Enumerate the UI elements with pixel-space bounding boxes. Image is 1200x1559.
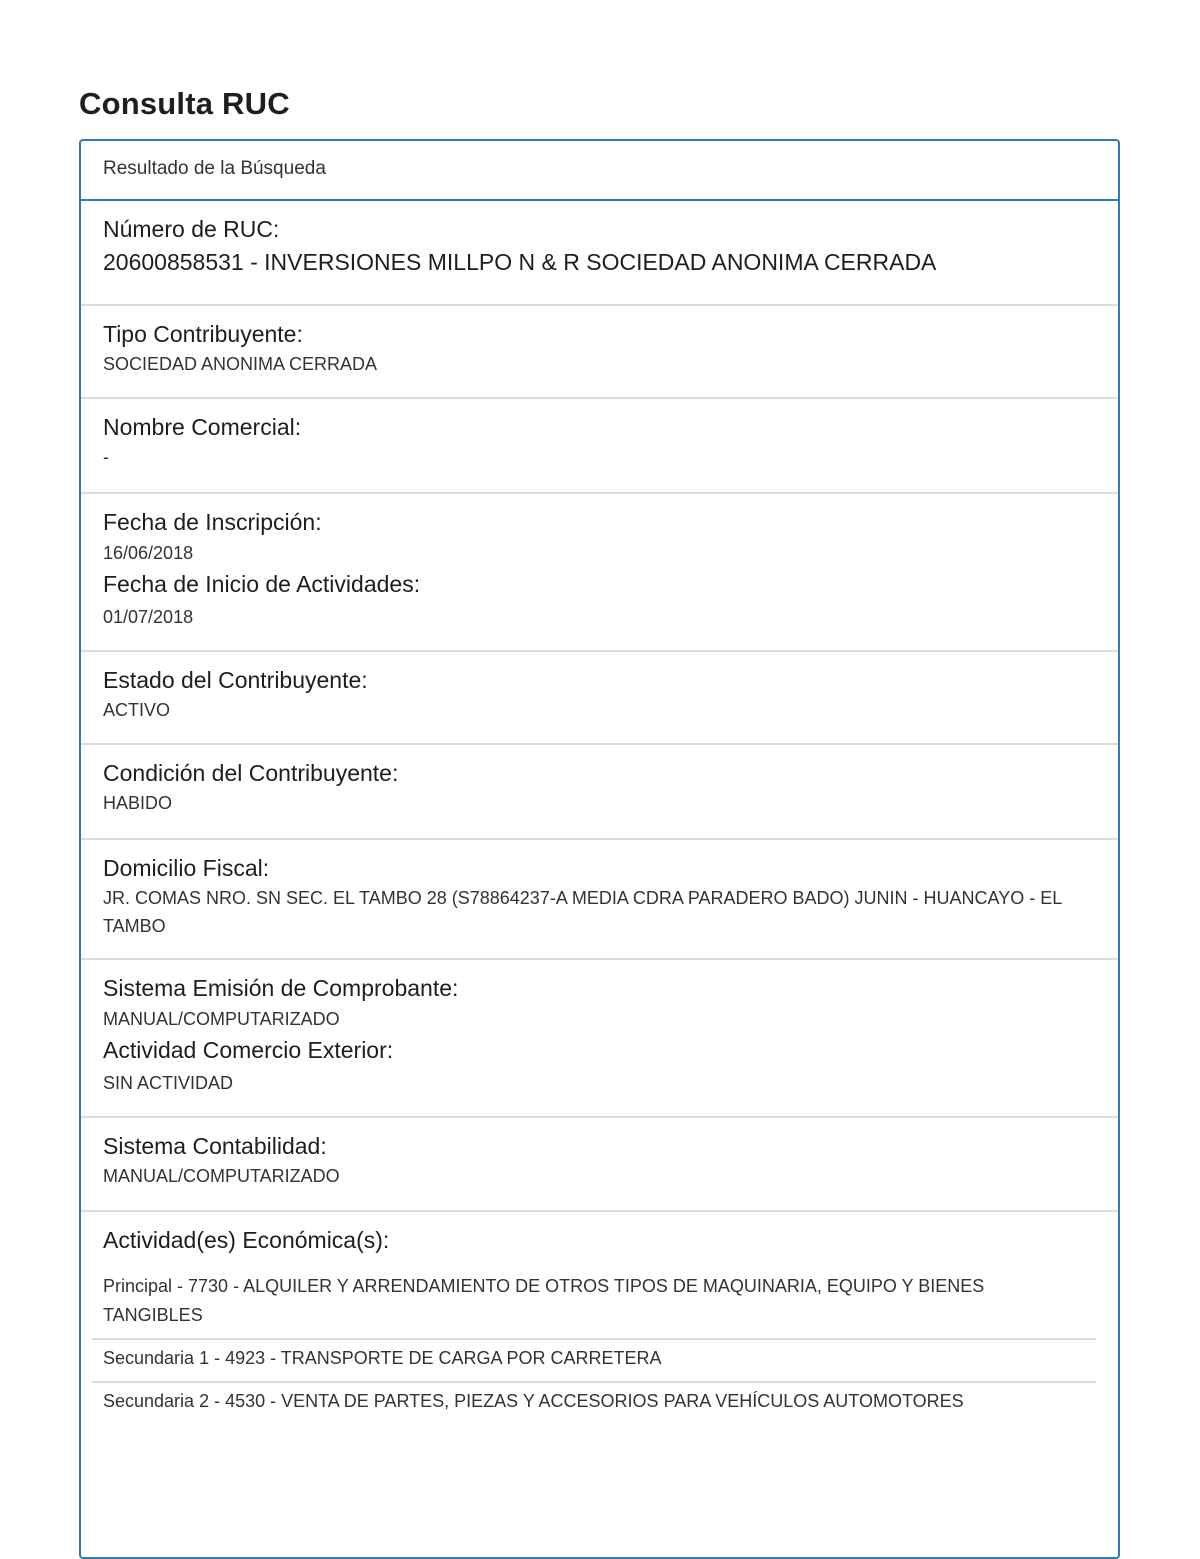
condicion-row (81, 745, 1118, 840)
comercio-exterior-value: SIN ACTIVIDAD (103, 1073, 234, 1093)
contabilidad-row (81, 1118, 1118, 1212)
actividad-item-secundaria-1: Secundaria 1 - 4923 - TRANSPORTE DE CARGA POR CARRETERA (92, 1340, 1096, 1383)
comercio-exterior-label: Actividad Comercio Exterior: (103, 1037, 394, 1063)
nombre-value: - (103, 447, 109, 467)
fecha-inicio-label: Fecha de Inicio de Actividades: (103, 571, 421, 597)
actividad-item-secundaria-2: Secundaria 2 - 4530 - VENTA DE PARTES, PIEZAS Y ACCESORIOS PARA VEHÍCULOS AUTOMOTORES (103, 1391, 964, 1411)
tipo-label: Tipo Contribuyente: (103, 321, 303, 347)
estado-value: ACTIVO (103, 700, 171, 720)
tipo-value: SOCIEDAD ANONIMA CERRADA (103, 354, 378, 374)
actividades-list (103, 1268, 1096, 1424)
domicilio-label: Domicilio Fiscal: (103, 855, 270, 881)
domicilio-row (81, 840, 1118, 960)
tipo-row (81, 306, 1118, 399)
condicion-label: Condición del Contribuyente: (103, 760, 399, 786)
page-title: Consulta RUC (79, 86, 290, 121)
condicion-value: HABIDO (103, 793, 173, 813)
fechas-row (81, 494, 1118, 652)
ruc-value: 20600858531 - INVERSIONES MILLPO N & R SOCIEDAD ANONIMA CERRADA (103, 249, 937, 275)
actividad-item-principal: Principal - 7730 - ALQUILER Y ARRENDAMIENTO DE OTROS TIPOS DE MAQUINARIA, EQUIPO Y BIENES TANGIBLES (92, 1268, 1096, 1340)
ruc-label: Número de RUC: (103, 216, 280, 242)
actividades-row (81, 1212, 1118, 1502)
estado-row (81, 652, 1118, 745)
emision-label: Sistema Emisión de Comprobante: (103, 975, 459, 1001)
fecha-inscripcion-value: 16/06/2018 (103, 543, 194, 563)
nombre-label: Nombre Comercial: (103, 414, 302, 440)
contabilidad-label: Sistema Contabilidad: (103, 1133, 327, 1159)
contabilidad-value: MANUAL/COMPUTARIZADO (103, 1166, 340, 1186)
domicilio-value: JR. COMAS NRO. SN SEC. EL TAMBO 28 (S78864237-A MEDIA CDRA PARADERO BADO) JUNIN - HUANCAYO - EL TAMBO (103, 888, 1062, 936)
emision-value: MANUAL/COMPUTARIZADO (103, 1009, 340, 1029)
estado-label: Estado del Contribuyente: (103, 667, 368, 693)
fecha-inicio-value: 01/07/2018 (103, 607, 194, 627)
nombre-row (81, 399, 1118, 494)
emision-row (81, 960, 1118, 1118)
panel-heading: Resultado de la Búsqueda (81, 141, 1118, 201)
fecha-inscripcion-label: Fecha de Inscripción: (103, 509, 322, 535)
result-panel (79, 139, 1120, 1559)
actividades-label: Actividad(es) Económica(s): (103, 1227, 390, 1253)
ruc-row (81, 201, 1118, 306)
